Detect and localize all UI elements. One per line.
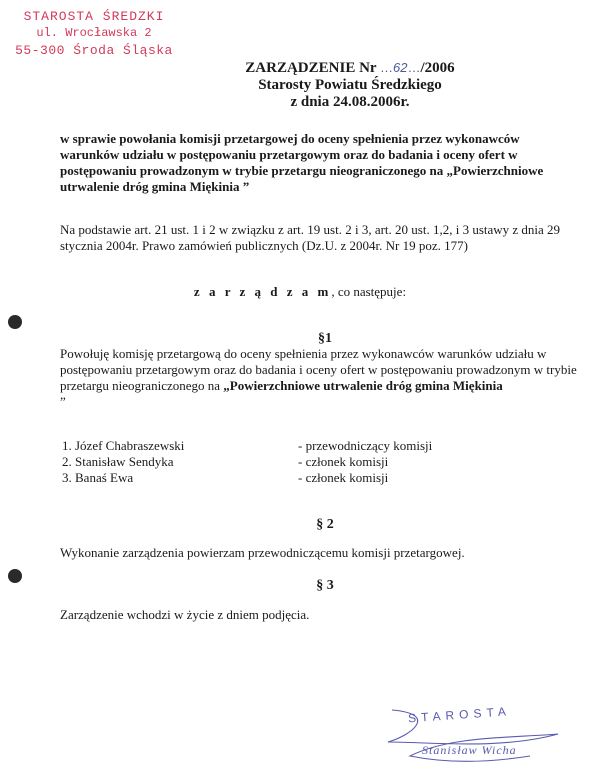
title-prefix: ZARZĄDZENIE Nr — [245, 60, 377, 76]
section-1-bold: „Powierzchniowe utrwalenie dróg gmina Miękinia — [223, 378, 503, 393]
list-item — [60, 438, 580, 454]
document-title — [150, 60, 550, 77]
punch-hole-icon — [8, 315, 22, 329]
section-2-paragraph: Wykonanie zarządzenia powierzam przewodniczącemu komisji przetargowej. — [60, 545, 465, 560]
date-line: z dnia 24.08.2006r. — [290, 94, 410, 110]
section-1-text: Powołuję komisję przetargową do oceny spełnienia przez wykonawców warunków udziału w postępowaniu przetargowym oraz do badania i oceny ofert w postępowaniu prowadzonym w trybie przetargu nieograniczonego na — [60, 346, 577, 393]
section-3-heading: § 3 — [316, 578, 334, 593]
member-name: 2. Stanisław Sendyka — [62, 454, 174, 469]
list-item — [60, 454, 580, 470]
section-1-quote-end: ” — [60, 394, 66, 409]
signature-stamp-title: STAROSTA — [407, 704, 512, 726]
member-name: 3. Banaś Ewa — [62, 470, 134, 485]
handwritten-number: …62… — [380, 60, 421, 75]
office-stamp — [6, 8, 182, 59]
member-role: - przewodniczący komisji — [298, 438, 433, 453]
section-2-heading: § 2 — [316, 517, 334, 532]
stamp-line-2: ul. Wrocławska 2 — [36, 26, 152, 40]
list-item — [60, 470, 580, 486]
member-name: 1. Józef Chabraszewski — [62, 438, 185, 453]
legal-basis-paragraph: Na podstawie art. 21 ust. 1 i 2 w związku z art. 19 ust. 2 i 3, art. 20 ust. 1,2, i 3 ustawy z dnia 29 stycznia 2004r. Prawo zamówień publicznych (Dz.U. z 2004r. Nr 19 poz. 177) — [60, 222, 561, 253]
stamp-line-1: STAROSTA ŚREDZKI — [23, 9, 165, 24]
member-role: - członek komisji — [298, 454, 389, 469]
decree-word: z a r z ą d z a m — [193, 284, 332, 299]
subject-paragraph: w sprawie powołania komisji przetargowej do oceny spełnienia przez wykonawców warunków udziału w postępowaniu przetargowym oraz do badania i oceny ofert w postępowaniu prowadzonym w trybie przetargu nieograniczonego na „Powierzchniowe utrwalenie dróg gmina Miękinia ” — [60, 131, 544, 194]
issuer-line: Starosty Powiatu Średzkiego — [258, 77, 442, 93]
stamp-line-3: 55-300 Środa Śląska — [15, 43, 173, 58]
decree-line — [0, 284, 600, 300]
decree-rest: , co następuje: — [331, 284, 407, 299]
signature-stamp — [370, 690, 570, 770]
member-role: - członek komisji — [298, 470, 389, 485]
committee-members-list — [60, 438, 580, 486]
section-3-paragraph: Zarządzenie wchodzi w życie z dniem podjęcia. — [60, 607, 310, 622]
signature-stamp-name: Stanisław Wicha — [422, 743, 517, 757]
section-1-heading: §1 — [318, 331, 332, 346]
title-suffix: /2006 — [420, 60, 455, 76]
punch-hole-icon — [8, 569, 22, 583]
section-1-paragraph — [60, 346, 580, 410]
